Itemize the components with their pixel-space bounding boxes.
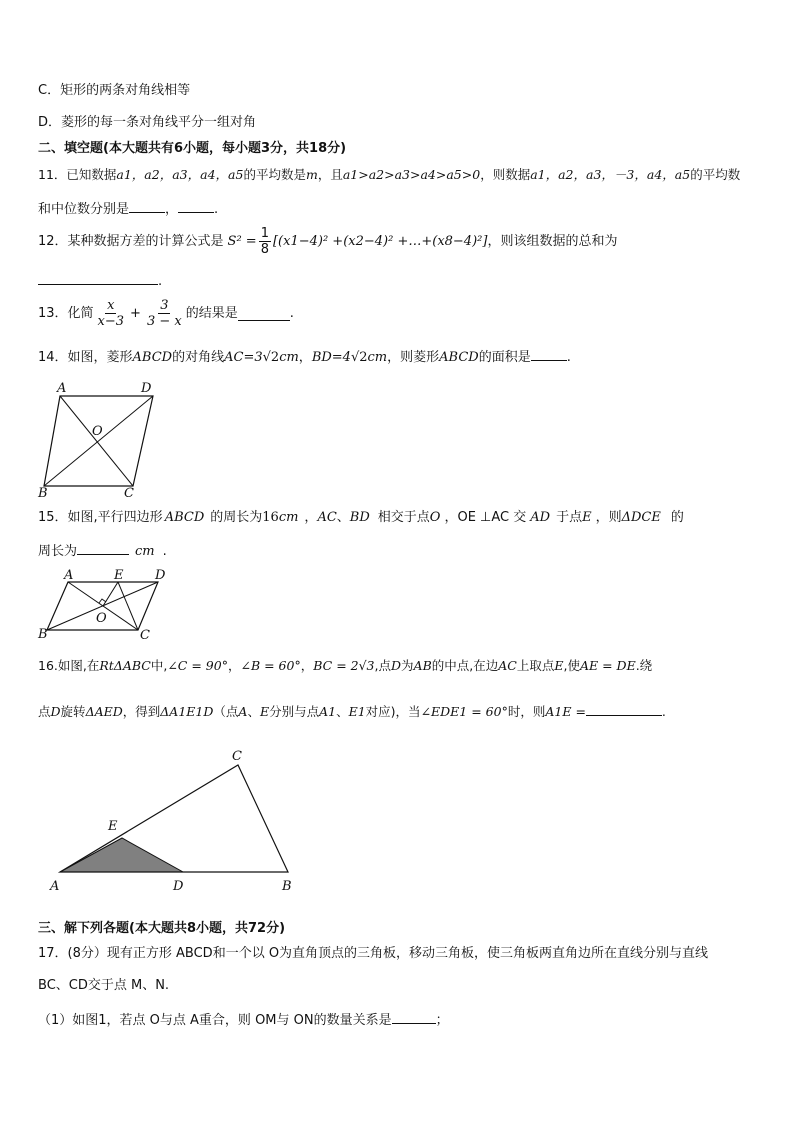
label-b: B <box>38 627 48 642</box>
section-2-heading: 二、填空题(本大题共有6小题，每小题3分，共18分) <box>38 141 347 156</box>
label-c: C <box>140 628 150 643</box>
question-12-line-2: . <box>38 270 162 291</box>
answer-blank-15[interactable] <box>77 540 129 555</box>
label-o: O <box>92 424 103 439</box>
figure-14-rhombus <box>30 376 180 500</box>
option-c: C．矩形的两条对角线相等 <box>38 83 191 98</box>
diagonal-bd <box>44 396 153 486</box>
question-15-line-2: 周长为 cm . <box>38 540 167 561</box>
figure-15-parallelogram <box>30 566 180 644</box>
question-17-part-1: （1）如图1，若点 O与点 A重合，则 OM与 ON的数量关系是 ； <box>38 1009 449 1030</box>
label-b: B <box>282 879 292 894</box>
label-e: E <box>108 819 118 834</box>
diagonal-ac <box>60 396 133 486</box>
label-c: C <box>232 749 242 764</box>
answer-blank-16[interactable] <box>586 701 662 716</box>
answer-blank-12[interactable] <box>38 270 158 285</box>
question-13: 13．化简 $\frac{x}{x-3}$ + $\frac{3}{3 - x}$ 的结果是 . <box>38 298 294 329</box>
question-16-line-1: 16.如图,在RtΔABC中,∠C = 90°，∠B = 60°，BC = 2√3,点D为AB的中点,在边AC上取点E,使AE = DE.绕 <box>38 658 653 673</box>
question-15-line-1: 15．如图,平行四边形 ABCD 的周长为16cm ，AC、BD 相交于点O ，OE ⊥AC 交 AD 于点E ，则ΔDCE 的 <box>38 510 684 525</box>
label-e: E <box>114 568 124 583</box>
label-d: D <box>155 568 166 583</box>
label-a: A <box>64 568 74 583</box>
shaded-triangle-aed <box>60 838 183 872</box>
section-3-heading: 三、解下列各题(本大题共8小题，共72分) <box>38 921 286 936</box>
answer-blank-13[interactable] <box>238 306 290 321</box>
label-a: A <box>57 381 67 396</box>
fraction-x-over-x-minus-3: $\frac{x}{x-3}$ <box>97 298 125 329</box>
answer-blank-14[interactable] <box>531 346 567 361</box>
label-c: C <box>124 486 134 500</box>
question-16-line-2: 点D旋转ΔAED，得到ΔA1E1D（点A、E分别与点A1、E1对应)，当∠EDE1 = 60°时，则A1E = . <box>38 701 666 721</box>
question-11-line-1: 11．已知数据a1，a2，a3，a4，a5的平均数是m，且a1>a2>a3>a4>a5>0，则数据a1，a2，a3，－3，a4，a5的平均数 <box>38 167 741 182</box>
label-d: D <box>141 381 152 396</box>
question-14: 14．如图，菱形ABCD的对角线AC=3√2cm，BD=4√2cm，则菱形ABCD的面积是 . <box>38 346 571 367</box>
answer-blank-11b[interactable] <box>178 198 214 213</box>
answer-blank-11a[interactable] <box>129 198 165 213</box>
question-17-line-1: 17．(8分）现有正方形 ABCD和一个以 O为直角顶点的三角板，移动三角板，使三角板两直角边所在直线分别与直线 <box>38 946 709 961</box>
answer-blank-17-1[interactable] <box>392 1009 436 1024</box>
fraction-3-over-3-minus-x: $\frac{3}{3 - x}$ <box>146 298 182 329</box>
fraction-one-eighth: $\frac{1}{8}$ <box>260 226 269 257</box>
label-a: A <box>50 879 60 894</box>
question-11-line-2: 和中位数分别是 ， . <box>38 198 218 219</box>
option-d: D．菱形的每一条对角线平分一组对角 <box>38 115 257 130</box>
label-b: B <box>38 486 48 500</box>
label-d: D <box>173 879 184 894</box>
question-17-line-2: BC、CD交于点 M、N. <box>38 978 170 993</box>
figure-16-triangle <box>40 748 310 898</box>
label-o: O <box>96 611 107 626</box>
question-12-line-1: 12．某种数据方差的计算公式是 S² = $\frac{1}{8}$ [(x1−4)² +(x2−4)² +…+(x8−4)²] ，则该组数据的总和为 <box>38 226 618 257</box>
